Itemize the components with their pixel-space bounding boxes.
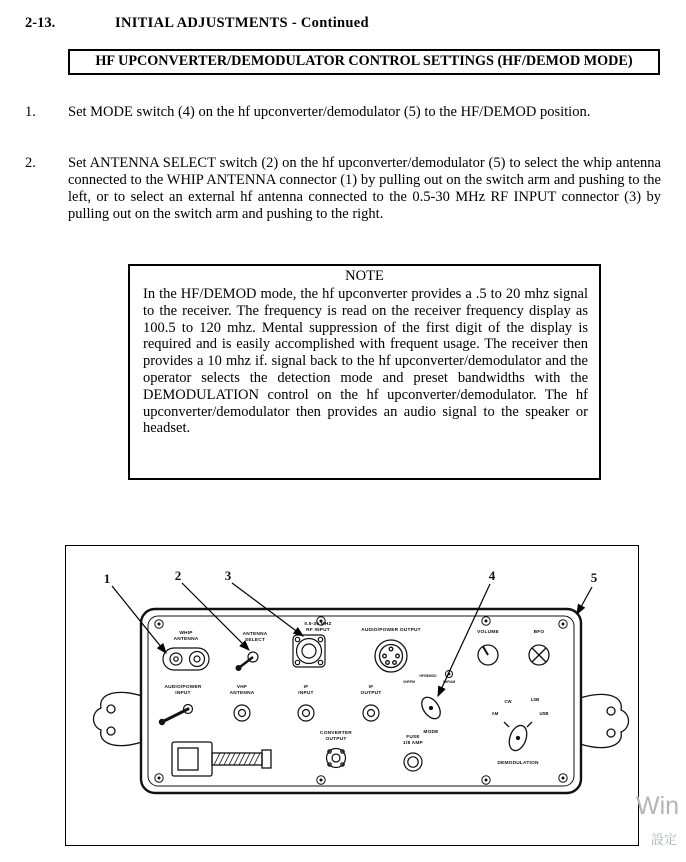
fuse-label-line1: FUSE xyxy=(406,735,420,740)
step-2-text: Set ANTENNA SELECT switch (2) on the hf upconverter/demodulator (5) to select the whip antenna connected to the WHIP ANTENNA connector (1) by pulling out on the switch arm and pushing to the left, or to select an external hf antenna connected to the 0.5-30 MHz RF INPUT connector (3) by pulling out on the switch arm and pushing to the right. xyxy=(68,155,661,222)
panel-drawing xyxy=(66,546,637,844)
equipment-figure xyxy=(65,545,639,846)
step-1-text: Set MODE switch (4) on the hf upconverter/demodulator (5) to the HF/DEMOD position. xyxy=(68,104,591,120)
bfo-label: BFO xyxy=(533,630,545,635)
if-input-label-line2: INPUT xyxy=(298,691,314,696)
whip-antenna-label-line1: WHIP xyxy=(179,631,193,636)
watermark-text: Win xyxy=(636,792,680,820)
step-2-number: 2. xyxy=(25,155,36,171)
mode-position-vhf-am: VHF/AM xyxy=(442,680,456,684)
audio-power-input-label-line1: AUDIO/POWER xyxy=(164,685,202,690)
antenna-select-label-line1: ANTENNA xyxy=(242,632,268,637)
watermark-subtext: 設定 xyxy=(651,832,678,847)
vhf-antenna-label-line2: ANTENNA xyxy=(229,691,255,696)
mode-position-vhf-fm: VHF/FM xyxy=(403,680,415,684)
converter-output-label-line2: OUTPUT xyxy=(325,737,347,742)
demod-position-am: AM xyxy=(491,711,499,716)
whip-antenna-label-line2: ANTENNA xyxy=(173,637,199,642)
audio-power-output-label: AUDIO/POWER OUTPUT xyxy=(361,628,421,633)
note-title: NOTE xyxy=(345,268,384,284)
volume-label: VOLUME xyxy=(477,630,499,635)
vhf-antenna-label-line1: VHF xyxy=(236,685,248,690)
fuse-label-line2: 1/8 AMP xyxy=(403,741,423,746)
left-mounting-bracket xyxy=(94,692,143,745)
callout-3: 3 xyxy=(224,568,232,583)
demod-position-cw: CW xyxy=(504,699,512,704)
callout-1: 1 xyxy=(103,571,111,586)
callout-2: 2 xyxy=(174,568,182,583)
converter-output-label-line1: CONVERTER xyxy=(320,731,352,736)
audio-power-input-label-line2: INPUT xyxy=(175,691,191,696)
rf-input-label-line2: RF INPUT xyxy=(306,628,330,633)
boxed-heading: HF UPCONVERTER/DEMODULATOR CONTROL SETTINGS (HF/DEMOD MODE) xyxy=(68,49,660,75)
demod-position-usb: USB xyxy=(539,711,549,716)
rf-input-label-line1: 0.5-30 MHZ xyxy=(304,622,332,627)
section-title: INITIAL ADJUSTMENTS - Continued xyxy=(115,15,369,31)
antenna-select-label-line2: SELECT xyxy=(244,638,266,643)
demod-position-lsb: LSB xyxy=(530,697,540,702)
mode-position-hf-demod: HF/DEMOD xyxy=(419,674,437,678)
if-output-label-line2: OUTPUT xyxy=(360,691,382,696)
callout-5: 5 xyxy=(590,570,598,585)
demodulation-label: DEMODULATION xyxy=(497,761,539,766)
note-body: In the HF/DEMOD mode, the hf upconverter provides a .5 to 20 mhz signal to the receiver. The frequency is read on the receiver frequency display as 100.5 to 120 mhz. Mental suppression of the first digit of the display is required and is easily accomplished with frequent usage. The receiver then provides a 10 mhz if. signal back to the hf upconverter/demodulator and the operator selects the detection mode and preset bandwidths with the DEMODULATION control on the hf upconverter/demodulator. The hf upconverter/demodulator then provides an audio signal to the speaker or headset. xyxy=(143,286,588,437)
if-input-label-line1: IF xyxy=(303,685,309,690)
right-mounting-bracket xyxy=(580,694,629,747)
note-box xyxy=(128,264,601,480)
callout-4: 4 xyxy=(488,568,496,583)
mode-label: MODE xyxy=(423,730,439,735)
step-1-number: 1. xyxy=(25,104,36,120)
if-output-label-line1: IF xyxy=(368,685,374,690)
section-number: 2-13. xyxy=(25,15,56,31)
